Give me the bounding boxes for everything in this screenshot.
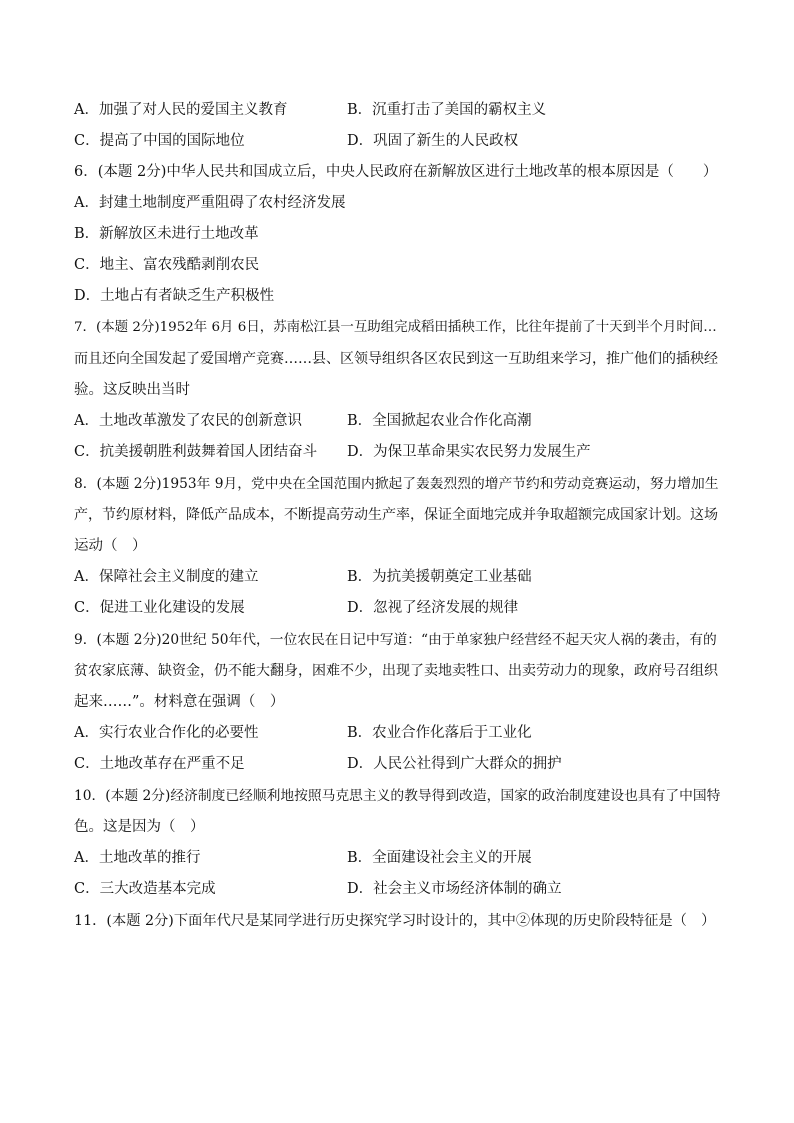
q8-stem-line-1: 8．(本题 2分)1953年 9月，党中央在全国范围内掀起了轰轰烈烈的增产节约和劳动竞赛运动，努力增加生 [74,476,719,492]
q7-option-a[interactable]: A．土地改革激发了农民的创新意识 [74,413,302,429]
q6-option-a[interactable]: A．封建土地制度严重阻碍了农村经济发展 [74,195,346,211]
q10-option-d[interactable]: D．社会主义市场经济体制的确立 [347,881,562,897]
q7-option-d[interactable]: D．为保卫革命果实农民努力发展生产 [347,444,591,460]
q7-stem-line-3: 验。这反映出当时 [74,382,190,398]
q10-option-c[interactable]: C．三大改造基本完成 [74,881,216,897]
q8-option-c[interactable]: C．促进工业化建设的发展 [74,600,245,616]
q9-option-c[interactable]: C．土地改革存在严重不足 [74,756,245,772]
q10-stem-line-2: 色。这是因为（ ） [74,819,205,835]
q5-option-a[interactable]: A．加强了对人民的爱国主义教育 [74,102,288,118]
q9-stem-line-2: 贫农家底薄、缺资金，仍不能大翻身，困难不少，出现了卖地卖牲口、出卖劳动力的现象，政府号召组织 [74,663,718,679]
q6-option-c[interactable]: C．地主、富农残酷剥削农民 [74,257,260,273]
q8-stem-line-2: 产，节约原材料，降低产品成本，不断提高劳动生产率，保证全面地完成并争取超额完成国家计划。这场 [74,507,718,523]
q6-stem: 6．(本题 2分)中华人民共和国成立后，中央人民政府在新解放区进行土地改革的根本原因是（ ） [74,164,718,180]
q7-stem-line-1: 7．(本题 2分)1952年 6月 6日，苏南松江县一互助组完成稻田插秧工作，比往年提前了十天到半个月时间… [74,320,717,335]
q7-stem-line-2: 而且还向全国发起了爱国增产竞赛……县、区领导组织各区农民到这一互助组来学习，推广他们的插秧经 [74,351,718,367]
q9-stem-line-1: 9．(本题 2分)20世纪 50年代，一位农民在日记中写道：“由于单家独户经营经不起天灾人祸的袭击，有的 [74,632,717,648]
q10-option-a[interactable]: A．土地改革的推行 [74,850,201,866]
q5-option-b[interactable]: B．沉重打击了美国的霸权主义 [347,102,547,118]
q11-stem-line-1: 11．(本题 2分)下面年代尺是某同学进行历史探究学习时设计的，其中②体现的历史阶段特征是（ ） [74,913,716,929]
q9-stem-line-3: 起来……”。材料意在强调（ ） [74,694,285,710]
q8-option-a[interactable]: A．保障社会主义制度的建立 [74,569,259,585]
q5-option-c[interactable]: C．提高了中国的国际地位 [74,133,245,149]
q8-option-b[interactable]: B．为抗美援朝奠定工业基础 [347,569,532,585]
q10-stem-line-1: 10．(本题 2分)经济制度已经顺利地按照马克思主义的教导得到改造，国家的政治制度建设也具有了中国特 [74,788,721,804]
q8-stem-line-3: 运动（ ） [74,538,147,554]
q7-option-c[interactable]: C．抗美援朝胜利鼓舞着国人团结奋斗 [74,444,318,460]
q6-option-d[interactable]: D．土地占有者缺乏生产积极性 [74,288,275,304]
q7-option-b[interactable]: B．全国掀起农业合作化高潮 [347,413,532,429]
q9-option-d[interactable]: D．人民公社得到广大群众的拥护 [347,756,562,772]
q6-option-b[interactable]: B．新解放区未进行土地改革 [74,226,259,242]
q8-option-d[interactable]: D．忽视了经济发展的规律 [347,600,519,616]
q10-option-b[interactable]: B．全面建设社会主义的开展 [347,850,532,866]
q9-option-a[interactable]: A．实行农业合作化的必要性 [74,725,259,741]
q9-option-b[interactable]: B．农业合作化落后于工业化 [347,725,532,741]
q5-option-d[interactable]: D．巩固了新生的人民政权 [347,133,519,149]
